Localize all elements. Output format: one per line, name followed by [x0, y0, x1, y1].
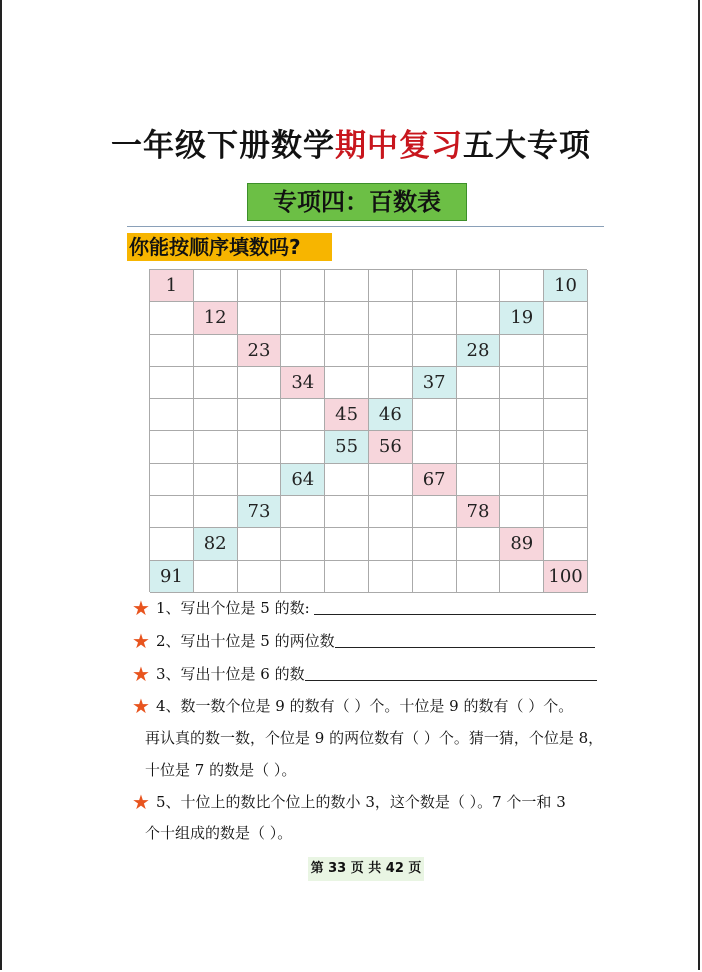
question-4 — [132, 696, 573, 716]
grid-cell[interactable] — [281, 399, 325, 431]
grid-cell[interactable] — [544, 528, 588, 560]
grid-cell[interactable] — [544, 302, 588, 334]
grid-cell[interactable] — [369, 464, 413, 496]
divider-line — [127, 226, 604, 227]
grid-cell[interactable] — [325, 302, 369, 334]
grid-cell: 67 — [413, 464, 457, 496]
grid-cell[interactable] — [457, 302, 501, 334]
grid-cell[interactable] — [544, 431, 588, 463]
title-part2: 五大专项 — [463, 128, 591, 164]
grid-cell[interactable] — [500, 431, 544, 463]
grid-cell[interactable] — [457, 464, 501, 496]
grid-cell: 73 — [238, 496, 282, 528]
grid-cell[interactable] — [413, 528, 457, 560]
grid-cell: 55 — [325, 431, 369, 463]
question-4-line-3: 十位是 7 的数是（ ）。 — [145, 761, 297, 779]
grid-cell[interactable] — [238, 528, 282, 560]
answer-line-2[interactable] — [335, 633, 595, 648]
star-icon: ★ — [132, 629, 150, 653]
grid-cell[interactable] — [194, 367, 238, 399]
grid-cell[interactable] — [150, 367, 194, 399]
grid-cell[interactable] — [500, 335, 544, 367]
grid-cell[interactable] — [369, 528, 413, 560]
grid-cell[interactable] — [413, 496, 457, 528]
grid-cell[interactable] — [194, 561, 238, 593]
star-icon: ★ — [132, 596, 150, 620]
grid-cell: 23 — [238, 335, 282, 367]
grid-cell[interactable] — [325, 464, 369, 496]
question-2-text: 2、写出十位是 5 的两位数 — [156, 632, 335, 650]
grid-cell[interactable] — [150, 302, 194, 334]
grid-cell[interactable] — [500, 561, 544, 593]
grid-cell[interactable] — [281, 528, 325, 560]
question-5 — [132, 792, 566, 812]
grid-cell[interactable] — [413, 399, 457, 431]
grid-cell[interactable] — [457, 528, 501, 560]
grid-cell[interactable] — [500, 367, 544, 399]
grid-cell[interactable] — [238, 270, 282, 302]
grid-cell[interactable] — [413, 431, 457, 463]
grid-cell[interactable] — [369, 335, 413, 367]
grid-cell[interactable] — [457, 367, 501, 399]
grid-cell[interactable] — [238, 561, 282, 593]
grid-cell: 91 — [150, 561, 194, 593]
grid-cell[interactable] — [281, 270, 325, 302]
grid-cell: 46 — [369, 399, 413, 431]
grid-cell[interactable] — [369, 367, 413, 399]
star-icon: ★ — [132, 790, 150, 814]
grid-cell[interactable] — [544, 367, 588, 399]
grid-cell[interactable] — [544, 496, 588, 528]
grid-cell: 82 — [194, 528, 238, 560]
grid-cell[interactable] — [281, 302, 325, 334]
grid-cell[interactable] — [281, 561, 325, 593]
grid-cell[interactable] — [238, 399, 282, 431]
grid-cell: 1 — [150, 270, 194, 302]
grid-cell[interactable] — [457, 431, 501, 463]
title-part1: 一年级下册数学 — [111, 128, 335, 164]
hundred-chart-grid — [149, 269, 587, 592]
question-5-line-1: 5、十位上的数比个位上的数小 3，这个数是（ ）。7 个一和 3 — [156, 793, 566, 811]
grid-cell[interactable] — [325, 496, 369, 528]
grid-cell[interactable] — [457, 270, 501, 302]
grid-cell[interactable] — [150, 399, 194, 431]
grid-cell[interactable] — [413, 302, 457, 334]
page-title — [0, 120, 702, 165]
question-3-text: 3、写出十位是 6 的数 — [156, 665, 305, 683]
grid-cell[interactable] — [413, 335, 457, 367]
grid-cell[interactable] — [281, 431, 325, 463]
grid-cell: 100 — [544, 561, 588, 593]
grid-cell[interactable] — [238, 367, 282, 399]
grid-cell[interactable] — [194, 431, 238, 463]
grid-cell[interactable] — [150, 528, 194, 560]
star-icon: ★ — [132, 662, 150, 686]
grid-cell: 78 — [457, 496, 501, 528]
grid-cell: 89 — [500, 528, 544, 560]
question-5-line-2: 个十组成的数是（ ）。 — [145, 824, 293, 842]
grid-cell[interactable] — [238, 302, 282, 334]
star-icon: ★ — [132, 694, 150, 718]
grid-cell[interactable] — [457, 399, 501, 431]
grid-cell[interactable] — [281, 496, 325, 528]
grid-cell[interactable] — [150, 464, 194, 496]
question-1 — [132, 598, 596, 618]
grid-cell[interactable] — [325, 561, 369, 593]
grid-cell[interactable] — [369, 561, 413, 593]
grid-cell: 64 — [281, 464, 325, 496]
grid-cell[interactable] — [238, 431, 282, 463]
grid-cell[interactable] — [150, 335, 194, 367]
page-number-footer: 第 33 页 共 42 页 — [308, 857, 424, 881]
grid-cell[interactable] — [150, 431, 194, 463]
grid-cell[interactable] — [325, 270, 369, 302]
grid-cell: 37 — [413, 367, 457, 399]
grid-cell: 45 — [325, 399, 369, 431]
question-3 — [132, 664, 597, 684]
grid-cell[interactable] — [544, 399, 588, 431]
grid-cell[interactable] — [500, 270, 544, 302]
grid-cell[interactable] — [194, 464, 238, 496]
grid-cell[interactable] — [369, 270, 413, 302]
grid-cell[interactable] — [413, 561, 457, 593]
grid-cell[interactable] — [194, 399, 238, 431]
grid-cell[interactable] — [150, 496, 194, 528]
answer-line-1[interactable] — [314, 600, 596, 615]
question-4-line-1: 4、数一数个位是 9 的数有（ ）个。十位是 9 的数有（ ）个。 — [156, 697, 574, 715]
grid-cell[interactable] — [500, 399, 544, 431]
grid-cell: 19 — [500, 302, 544, 334]
grid-cell[interactable] — [500, 464, 544, 496]
section-heading: 你能按顺序填数吗? — [127, 233, 332, 261]
question-4-line-2: 再认真的数一数，个位是 9 的两位数有（ ）个。猜一猜，个位是 8， — [145, 729, 604, 747]
title-highlight: 期中复习 — [335, 128, 463, 164]
grid-cell[interactable] — [500, 496, 544, 528]
grid-cell[interactable] — [325, 335, 369, 367]
grid-cell[interactable] — [325, 367, 369, 399]
grid-cell[interactable] — [281, 335, 325, 367]
topic-banner: 专项四：百数表 — [247, 183, 467, 221]
grid-cell[interactable] — [238, 464, 282, 496]
grid-cell[interactable] — [369, 302, 413, 334]
grid-cell[interactable] — [457, 561, 501, 593]
grid-cell[interactable] — [544, 464, 588, 496]
grid-cell: 28 — [457, 335, 501, 367]
grid-cell: 56 — [369, 431, 413, 463]
grid-cell: 10 — [544, 270, 588, 302]
grid-cell[interactable] — [194, 270, 238, 302]
grid-cell: 34 — [281, 367, 325, 399]
grid-cell[interactable] — [194, 496, 238, 528]
grid-cell[interactable] — [325, 528, 369, 560]
grid-cell: 12 — [194, 302, 238, 334]
grid-cell[interactable] — [544, 335, 588, 367]
grid-cell[interactable] — [369, 496, 413, 528]
question-2 — [132, 631, 595, 651]
question-1-text: 1、写出个位是 5 的数: — [156, 599, 310, 617]
answer-line-3[interactable] — [305, 666, 597, 681]
grid-cell[interactable] — [194, 335, 238, 367]
grid-cell[interactable] — [413, 270, 457, 302]
